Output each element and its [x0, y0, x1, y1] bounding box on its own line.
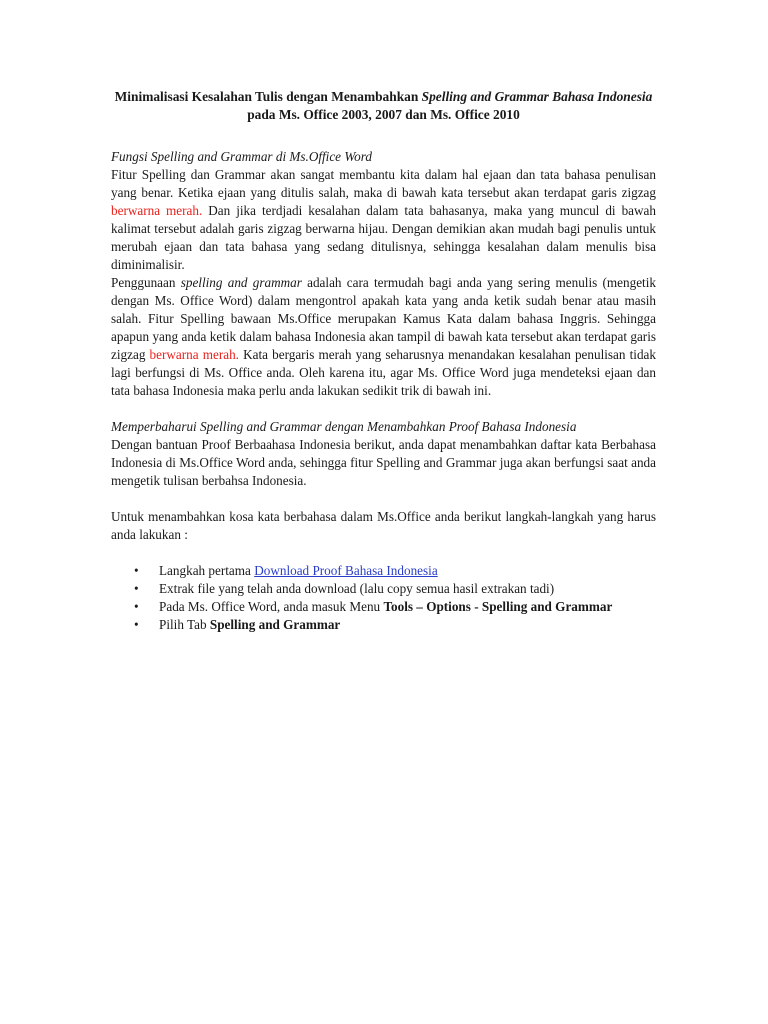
- s1p2-text-c: Kata bergaris merah yang seharusnya menandakan kesalahan penulisan tidak lagi berfungsi di Ms. Office anda. Oleh karena itu, agar Ms. Office Word juga mendeteksi ejaan dan tata bahasa Indonesia maka perlu anda lakukan sedikit trik di bawah ini.: [111, 347, 656, 398]
- download-proof-link[interactable]: Download Proof Bahasa Indonesia: [254, 563, 438, 578]
- step4-text: Pilih Tab: [159, 617, 210, 632]
- step1-text: Langkah pertama: [159, 563, 255, 578]
- title-italic: Spelling and Grammar Bahasa Indonesia: [421, 89, 653, 104]
- spacer: [111, 490, 656, 508]
- step2-text: Extrak file yang telah anda download (lalu copy semua hasil extrakan tadi): [159, 581, 555, 596]
- section2-paragraph2: Untuk menambahkan kosa kata berbahasa dalam Ms.Office anda berikut langkah-langkah yang harus anda lakukan :: [111, 509, 656, 542]
- bullet-icon: •: [134, 581, 139, 596]
- bullet-icon: •: [134, 563, 139, 578]
- step4-bold: Spelling and Grammar: [209, 617, 341, 632]
- title-part3: pada Ms. Office 2003, 2007 dan Ms. Office 2010: [247, 107, 520, 122]
- spacer: [111, 400, 656, 418]
- document-title: [111, 88, 656, 124]
- list-item: [134, 616, 656, 634]
- s1p2-red-text: berwarna merah.: [149, 347, 239, 362]
- spacer: [111, 544, 656, 562]
- s1p1-red-text: berwarna merah.: [111, 203, 203, 218]
- step3-bold: Tools – Options - Spelling and Grammar: [383, 599, 613, 614]
- step3-text: Pada Ms. Office Word, anda masuk Menu: [159, 599, 384, 614]
- section2-heading: Memperbaharui Spelling and Grammar dengan Menambahkan Proof Bahasa Indonesia: [111, 419, 577, 434]
- title-part1: Minimalisasi Kesalahan Tulis dengan Menambahkan: [114, 89, 422, 104]
- section1-paragraph2: [111, 274, 656, 400]
- list-item: [134, 562, 656, 580]
- bullet-icon: •: [134, 599, 139, 614]
- section1-heading: Fungsi Spelling and Grammar di Ms.Office Word: [111, 149, 372, 164]
- section1-paragraph1: [111, 166, 656, 274]
- s1p1-text-b: Dan jika terdjadi kesalahan dalam tata bahasanya, maka yang muncul di bawah kalimat tersebut adalah garis zigzag berwarna hijau. Dengan demikian akan mudah bagi penulis untuk merubah ejaan dan tata bahasa yang sedang ditulisnya, sehingga kesalahan dalam menulis bisa diminimalisir.: [111, 203, 656, 272]
- s1p1-text-a: Fitur Spelling dan Grammar akan sangat membantu kita dalam hal ejaan dan tata bahasa penulisan yang benar. Ketika ejaan yang ditulis salah, maka di bawah kata tersebut akan terdapat garis zigzag: [111, 167, 656, 200]
- s1p2-text-b: adalah cara termudah bagi anda yang sering menulis (mengetik dengan Ms. Office Word) dalam mengontrol apakah kata yang anda ketik sudah benar atau masih salah. Fitur Spelling bawaan Ms.Office merupakan Kamus Kata dalam bahasa Inggris. Sehingga apapun yang anda ketik dalam bahasa Indonesia akan tampil di bawah kata tersebut akan terdapat garis zigzag: [111, 275, 656, 362]
- steps-list: [111, 562, 656, 634]
- s1p2-italic: spelling and grammar: [180, 275, 302, 290]
- s1p2-text-a: Penggunaan: [111, 275, 181, 290]
- document-page: [111, 88, 656, 634]
- bullet-icon: •: [134, 617, 139, 632]
- list-item: [134, 598, 656, 616]
- list-item: [134, 580, 656, 598]
- section2-paragraph1: Dengan bantuan Proof Berbaahasa Indonesia berikut, anda dapat menambahkan daftar kata Berbahasa Indonesia di Ms.Office Word anda, sehingga fitur Spelling and Grammar juga akan berfungsi saat anda mengetik tulisan berbahsa Indonesia.: [111, 437, 656, 488]
